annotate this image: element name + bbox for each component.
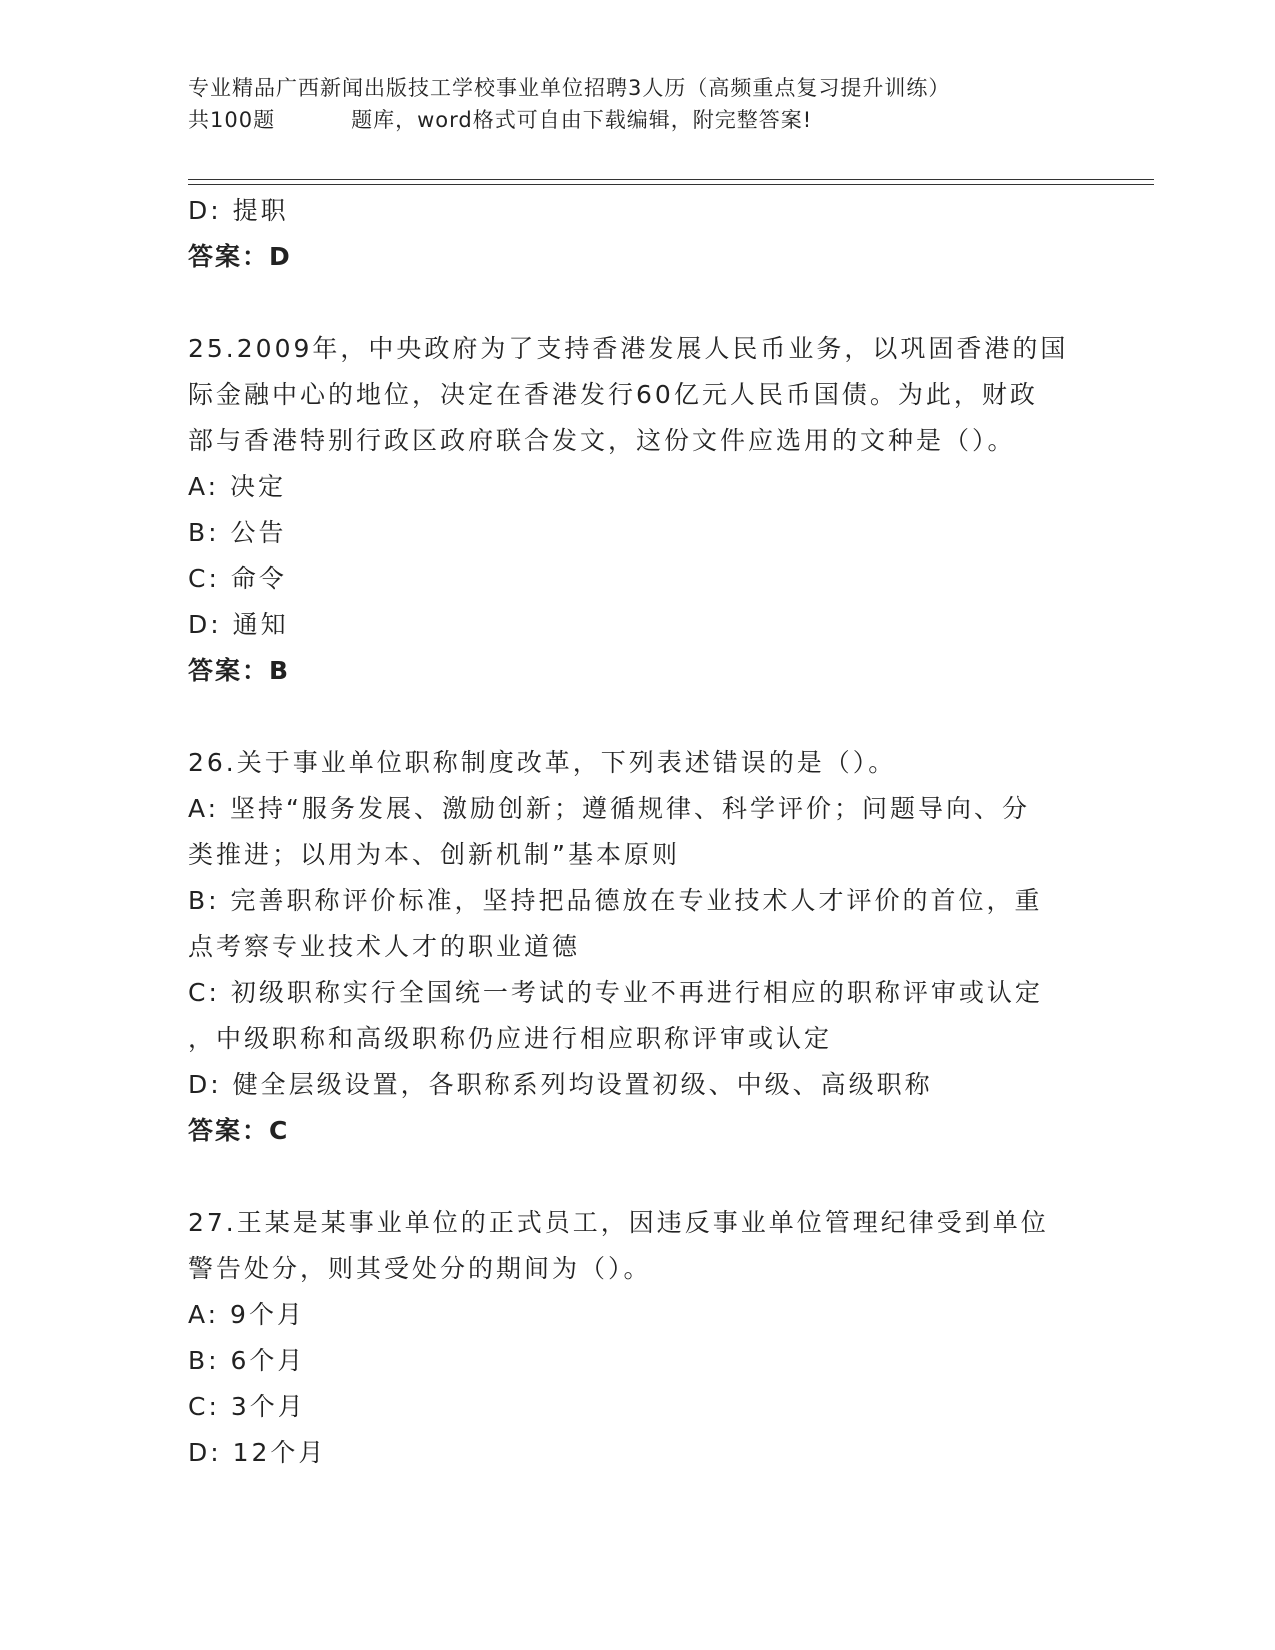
answer: 答案：B [188,656,291,685]
option-a-continued: 类推进；以用为本、创新机制”基本原则 [188,840,680,869]
option-d: D: 健全层级设置，各职称系列均设置初级、中级、高级职称 [188,1070,933,1099]
question-text-line: 部与香港特别行政区政府联合发文，这份文件应选用的文种是（）。 [188,426,1016,455]
question-text-line: 26.关于事业单位职称制度改革，下列表述错误的是（）。 [188,748,897,777]
answer: 答案：D [188,242,292,271]
option-a: A: 决定 [188,472,287,501]
option-c: C: 初级职称实行全国统一考试的专业不再进行相应的职称评审或认定 [188,978,1043,1007]
option-a: A: 9个月 [188,1300,305,1329]
option-c-continued: ，中级职称和高级职称仍应进行相应职称评审或认定 [188,1024,833,1053]
question-27 [188,1200,1088,1476]
question-25 [188,326,1088,694]
header-question-count: 共100题 [188,108,276,132]
option-a: A: 坚持“服务发展、激励创新；遵循规律、科学评价；问题导向、分 [188,794,1030,823]
spacer [188,280,1088,326]
option-d: D: 12个月 [188,1438,327,1467]
spacer [188,694,1088,740]
question-text-line: 27.王某是某事业单位的正式员工，因违反事业单位管理纪律受到单位 [188,1208,1049,1237]
question-text-line: 际金融中心的地位，决定在香港发行60亿元人民币国债。为此，财政 [188,380,1038,409]
option-b: B: 完善职称评价标准，坚持把品德放在专业技术人才评价的首位，重 [188,886,1043,915]
question-26 [188,740,1088,1154]
spacer [188,1154,1088,1200]
option-d: D: 通知 [188,610,289,639]
option-c: C: 命令 [188,564,287,593]
page-header [188,72,1088,136]
header-subtitle [188,104,1088,136]
question-text-line: 25.2009年，中央政府为了支持香港发展人民币业务，以巩固香港的国 [188,334,1069,363]
question-list [188,188,1088,1476]
option-b-continued: 点考察专业技术人才的职业道德 [188,932,581,961]
question-24-tail [188,188,1088,280]
question-text-line: 警告处分，则其受处分的期间为（）。 [188,1254,652,1283]
option-b: B: 公告 [188,518,287,547]
header-title: 专业精品广西新闻出版技工学校事业单位招聘3人历（高频重点复习提升训练） [188,76,951,100]
header-divider-top [188,179,1154,180]
header-description: 题库，word格式可自由下载编辑，附完整答案! [351,108,813,132]
option-c: C: 3个月 [188,1392,306,1421]
option-d: D: 提职 [188,196,289,225]
header-divider-bottom [188,184,1154,185]
answer: 答案：C [188,1116,290,1145]
option-b: B: 6个月 [188,1346,306,1375]
